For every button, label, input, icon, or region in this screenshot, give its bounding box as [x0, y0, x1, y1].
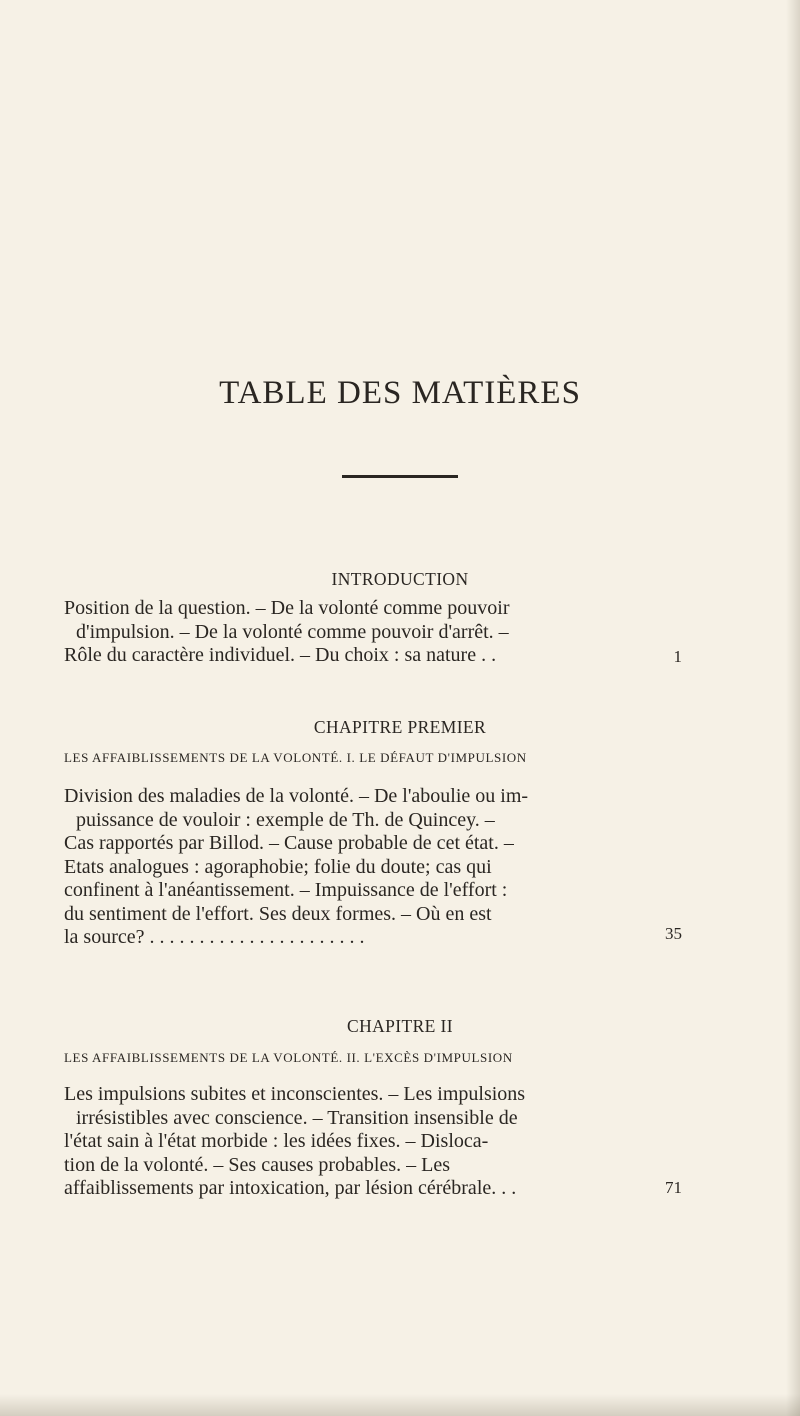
chapter2-heading: CHAPITRE II — [347, 1016, 453, 1036]
chapter1-subtitle: LES AFFAIBLISSEMENTS DE LA VOLONTÉ. I. LE DÉFAUT D'IMPULSION — [64, 750, 527, 765]
chapter1-heading: CHAPITRE PREMIER — [313, 717, 487, 737]
introduction-heading: INTRODUCTION — [331, 569, 469, 589]
chapter1-entry — [64, 785, 660, 950]
introduction-page-number: 1 — [673, 647, 682, 666]
chapter2-line-2: irrésistibles avec conscience. – Transition insensible de — [76, 1106, 518, 1129]
chapter2-page-number: 71 — [665, 1178, 682, 1197]
chapter2-line-3: l'état sain à l'état morbide : les idées fixes. – Disloca- — [64, 1130, 489, 1152]
introduction-line-3: Rôle du caractère individuel. – Du choix : sa nature . . — [64, 644, 497, 666]
introduction-line-1: Position de la question. – De la volonté comme pouvoir — [64, 597, 510, 619]
chapter1-line-1: Division des maladies de la volonté. – De l'aboulie ou im- — [64, 785, 529, 807]
chapter2-line-5: affaiblissements par intoxication, par lésion cérébrale. . . — [64, 1177, 517, 1199]
chapter1-line-4: Etats analogues : agoraphobie; folie du doute; cas qui — [64, 855, 492, 878]
chapter1-line-6: du sentiment de l'effort. Ses deux formes. – Où en est — [64, 902, 492, 925]
chapter2-line-1: Les impulsions subites et inconscientes. – Les impulsions — [64, 1083, 526, 1105]
chapter2-line-4: tion de la volonté. – Ses causes probables. – Les — [64, 1153, 451, 1176]
page-title: TABLE DES MATIÈRES — [219, 375, 581, 411]
chapter1-line-5: confinent à l'anéantissement. – Impuissance de l'effort : — [64, 879, 508, 901]
chapter1-line-2: puissance de vouloir : exemple de Th. de Quincey. – — [76, 808, 495, 831]
title-divider — [342, 475, 458, 478]
introduction-entry — [64, 597, 660, 668]
chapter1-line-7: la source? . . . . . . . . . . . . . . . . . . . . . . — [64, 926, 365, 948]
page-bottom-shadow — [0, 1394, 800, 1416]
introduction-line-2: d'impulsion. – De la volonté comme pouvoir d'arrêt. – — [76, 620, 509, 643]
chapter1-page-number: 35 — [665, 924, 682, 943]
page-edge-shadow — [786, 0, 800, 1416]
chapter1-line-3: Cas rapportés par Billod. – Cause probable de cet état. – — [64, 832, 514, 854]
chapter2-entry — [64, 1083, 660, 1201]
chapter2-subtitle: LES AFFAIBLISSEMENTS DE LA VOLONTÉ. II. L'EXCÈS D'IMPULSION — [64, 1050, 513, 1065]
